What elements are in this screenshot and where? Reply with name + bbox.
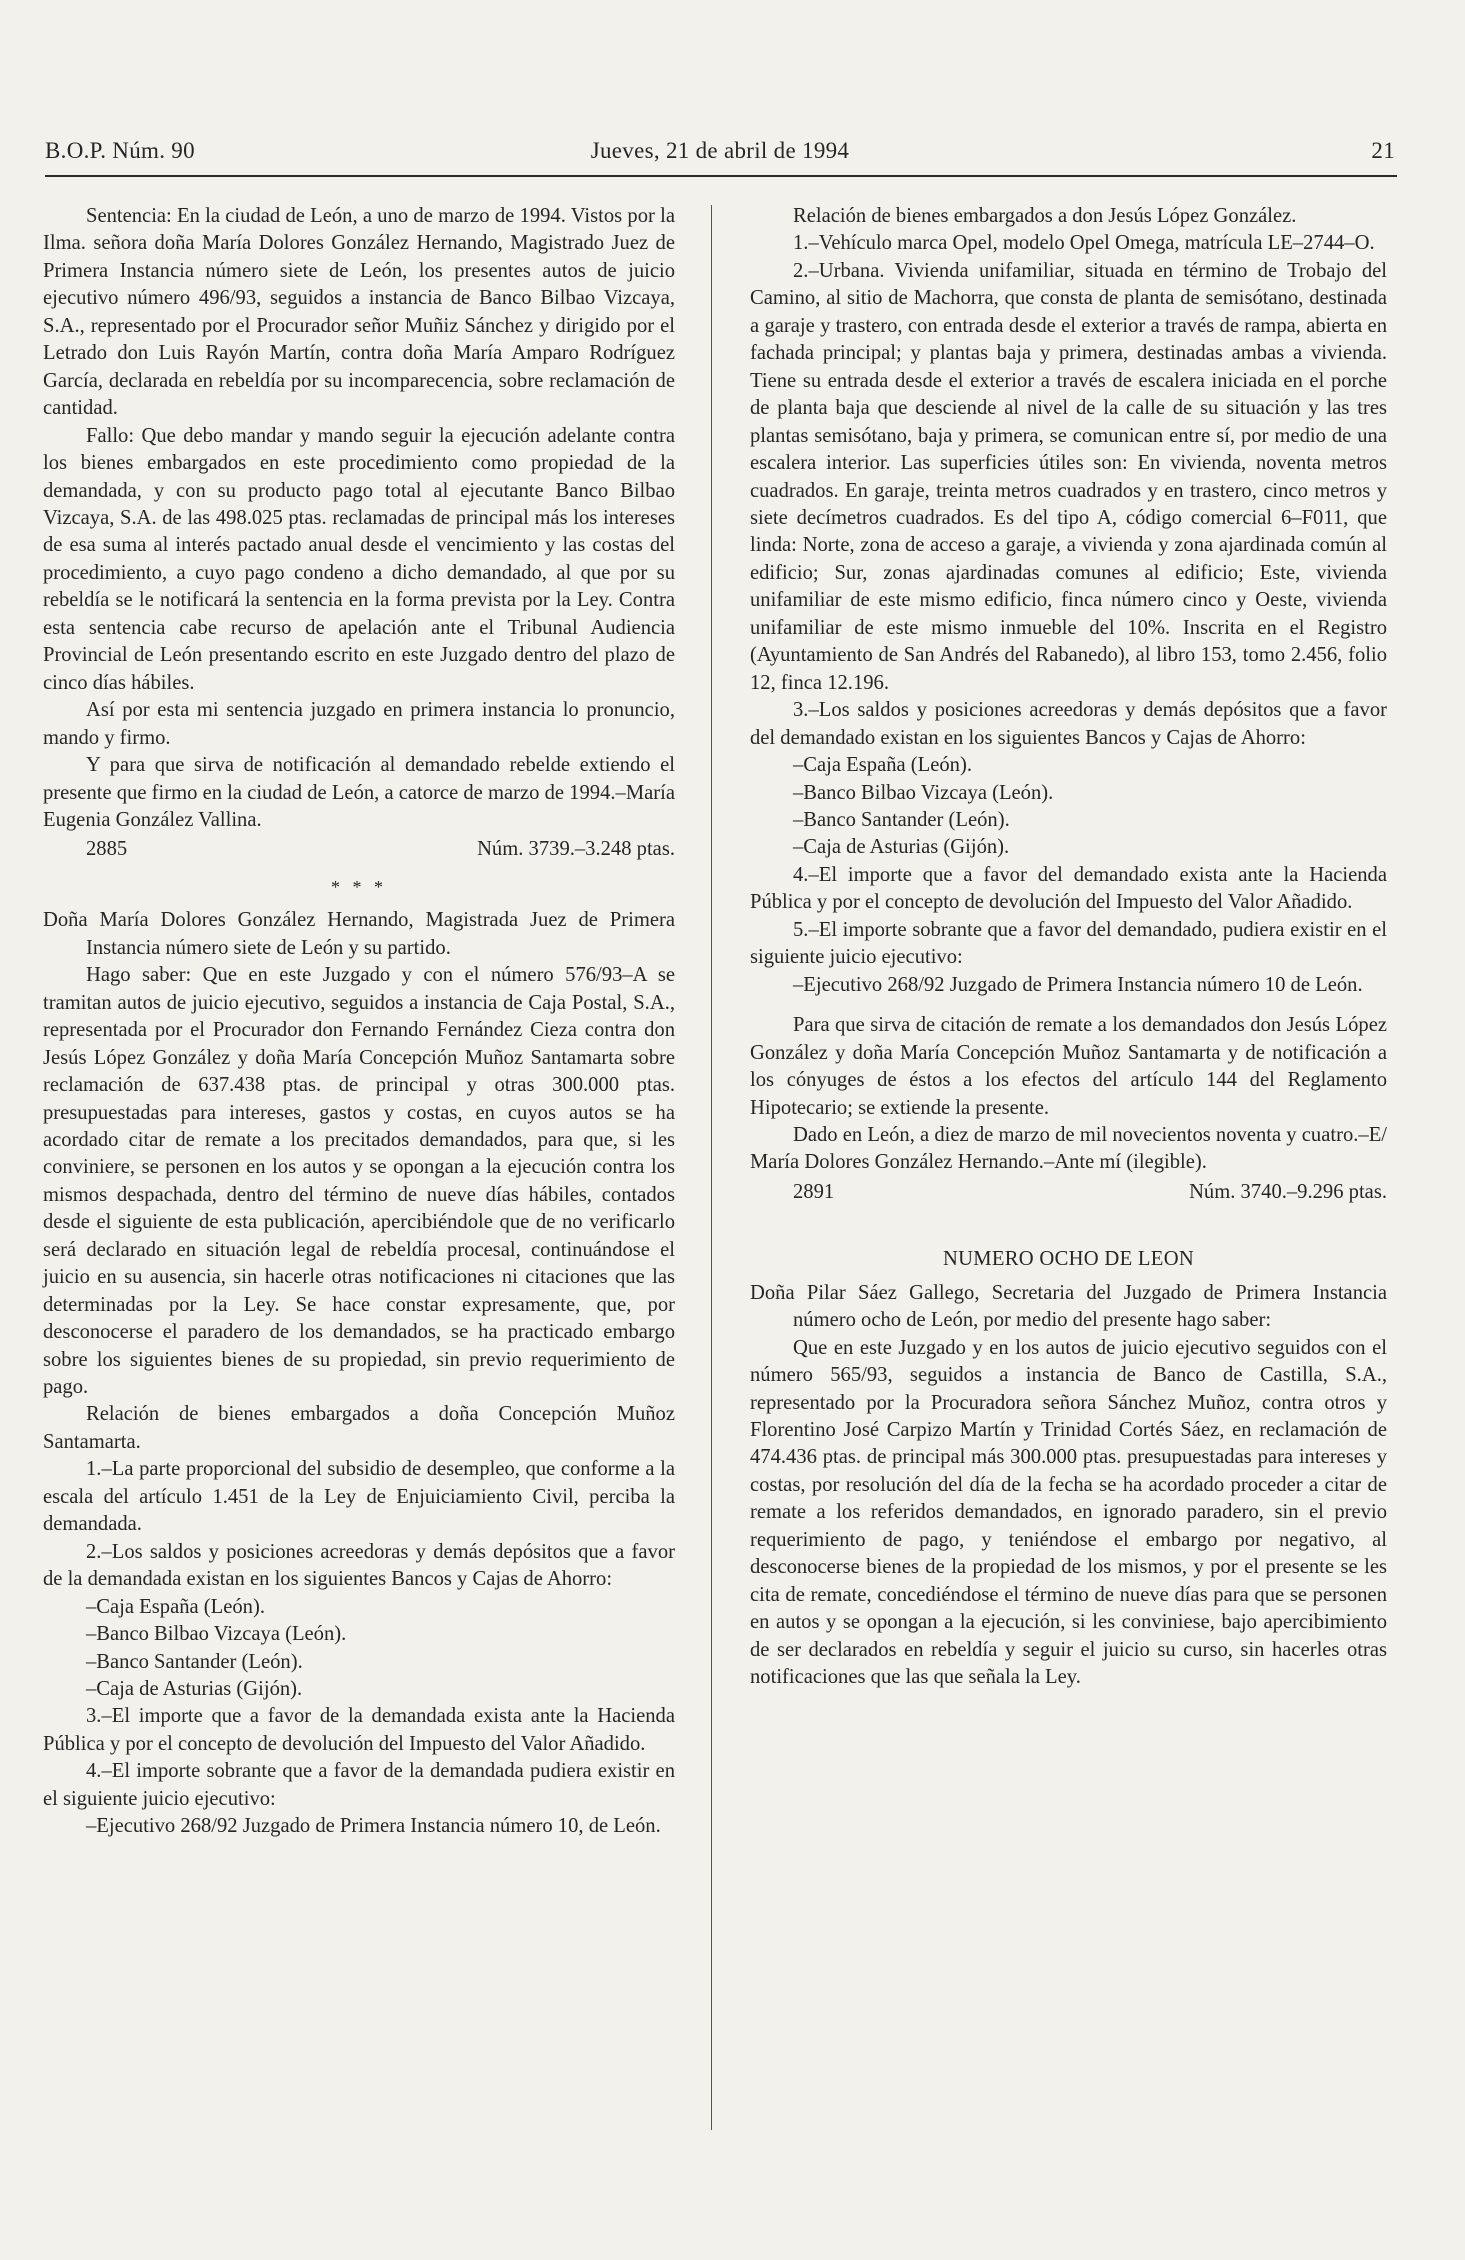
- ad-fee: Núm. 3739.–3.248 ptas.: [477, 838, 675, 861]
- page-number: 21: [1371, 138, 1395, 163]
- ad-number: 2891: [793, 1180, 835, 1203]
- paragraph: 3.–Los saldos y posiciones acreedoras y demás depósitos que a favor del demandado existan en los siguientes Bancos y Cajas de Ahorro:: [750, 699, 1387, 749]
- paragraph: 4.–El importe sobrante que a favor de la demandada pudiera existir en el siguiente juicio ejecutivo:: [43, 1760, 675, 1810]
- paragraph: Relación de bienes embargados a doña Concepción Muñoz Santamarta.: [43, 1403, 675, 1453]
- paragraph: Fallo: Que debo mandar y mando seguir la ejecución adelante contra los bienes embargados en este procedimiento como propiedad de la demandada, y con su producto pago total al ejecutante Banco Bilbao Vizcaya, S.A. de las 498.025 ptas. reclamadas de principal más los intereses de esa suma al interés pactado anual desde el vencimiento y las costas del procedimiento, a cuyo pago condeno a dicho demandado, al que por su rebeldía se le notificará la sentencia en la forma prevista por la Ley. Contra esta sentencia cabe recurso de apelación ante el Tribunal Audiencia Provincial de León presentando escrito en este Juzgado dentro del plazo de cinco días hábiles.: [43, 424, 675, 694]
- fee-line: [43, 836, 675, 863]
- right-column: [750, 203, 1387, 1692]
- header-rule: [45, 175, 1397, 177]
- list-item: –Banco Bilbao Vizcaya (León).: [86, 1623, 347, 1646]
- paragraph: 3.–El importe que a favor de la demandada exista ante la Hacienda Pública y por el concepto de devolución del Impuesto del Valor Añadido.: [43, 1705, 675, 1755]
- paragraph: Y para que sirva de notificación al demandado rebelde extiendo el presente que firmo en la ciudad de León, a catorce de marzo de 1994.–María Eugenia González Vallina.: [43, 754, 675, 831]
- paragraph: 1.–Vehículo marca Opel, modelo Opel Omega, matrícula LE–2744–O.: [793, 232, 1375, 255]
- paragraph: 5.–El importe sobrante que a favor del demandado, pudiera existir en el siguiente juicio ejecutivo:: [750, 918, 1387, 969]
- paragraph: 2.–Urbana. Vivienda unifamiliar, situada en término de Trobajo del Camino, al sitio de Machorra, que consta de planta de semisótano, destinada a garaje y trastero, con entrada desde el exterior a través de rampa, abierta en fachada principal; y plantas baja y primera, destinadas ambas a vivienda. Tiene su entrada desde el exterior a través de escalera iniciada en el porche de planta baja que desciende al nivel de la calle de su situación y las tres plantas semisótano, baja y primera, se comunican entre sí, por medio de una escalera interior. Las superficies útiles son: En vivienda, noventa metros cuadrados. En garaje, treinta metros cuadrados y en trastero, cinco metros y siete decímetros cuadrados. Es del tipo A, código comercial 6–F011, que linda: Norte, zona de acceso a garaje, a vivienda y zona ajardinada común al edificio; Sur, zonas ajardinadas comunes al edificio; Este, vivienda unifamiliar de este mismo edificio, finca número cinco y Oeste, vivienda unifamiliar de este mismo inmueble del 10%. Inscrita en el Registro (Ayuntamiento de San Andrés del Rabanedo), al libro 153, tomo 2.456, folio 12, finca 12.196.: [750, 259, 1387, 694]
- column-divider: [711, 205, 712, 2130]
- fee-line: [750, 1179, 1387, 1206]
- list-item: –Caja España (León).: [793, 754, 972, 777]
- paragraph: Dado en León, a diez de marzo de mil novecientos noventa y cuatro.–E/ María Dolores González Hernando.–Ante mí (ilegible).: [750, 1123, 1387, 1174]
- paragraph: Hago saber: Que en este Juzgado y con el número 576/93–A se tramitan autos de juicio ejecutivo, seguidos a instancia de Caja Postal, S.A., representada por el Procurador don Fernando Fernández Cieza contra don Jesús López González y doña María Concepción Muñoz Santamarta sobre reclamación de 637.438 ptas. de principal y otras 300.000 ptas. presupuestadas para intereses, gastos y costas, en cuyos autos se ha acordado citar de remate a los precitados demandados, para que, si les conviniere, se personen en los autos y se opongan a la ejecución contra los mismos despachada, dentro del término de nueve días hábiles, contados desde el siguiente de esta publicación, apercibiéndole que de no verificarlo será declarado en situación legal de rebeldía procesal, continuándose el juicio en su ausencia, sin hacerle otras notificaciones ni citaciones que las determinadas por la Ley. Se hace constar expresamente, que, por desconocerse el paradero de los demandados, se ha practicado embargo sobre los siguientes bienes de su propiedad, sin previo requerimiento de pago.: [43, 964, 675, 1399]
- ad-number: 2885: [86, 838, 128, 861]
- paragraph: 2.–Los saldos y posiciones acreedoras y demás depósitos que a favor de la demandada existan en los siguientes Bancos y Cajas de Ahorro:: [43, 1540, 675, 1591]
- edict-heading: Doña María Dolores González Hernando, Magistrada Juez de Primera Instancia número siete de León y su partido.: [43, 909, 675, 959]
- paragraph: 4.–El importe que a favor del demandado exista ante la Hacienda Pública y por el concepto de devolución del Impuesto del Valor Añadido.: [750, 863, 1387, 914]
- paragraph: Que en este Juzgado y en los autos de juicio ejecutivo seguidos con el número 565/93, seguidos a instancia de Banco de Castilla, S.A., representado por la Procuradora señora Sánchez Muñoz, contra otros y Florentino José Carpizo Martín y Trinidad Cortés Sáez, en reclamación de 474.436 ptas. de principal más 300.000 ptas. presupuestadas para intereses y costas, por resolución del día de la fecha se ha acordado proceder a citar de remate a los referidos demandados, en ignorado paradero, sin el previo requerimiento de pago, y teniéndose el embargo por negativo, al desconocerse bienes de la propiedad de los mismos, y por el presente se les cita de remate, concediéndose el término de nueve días para que se personen en autos y se opongan a la ejecución, si les conviniese, bajo apercibimiento de ser declarados en rebeldía y seguir el juicio su curso, sin hacerles otras notificaciones que las que señala la Ley.: [750, 1336, 1387, 1689]
- paragraph: Relación de bienes embargados a don Jesús López González.: [793, 205, 1297, 227]
- list-item: –Caja España (León).: [86, 1595, 265, 1618]
- edict-heading: Doña Pilar Sáez Gallego, Secretaria del Juzgado de Primera Instancia número ocho de León, por medio del presente hago saber:: [750, 1281, 1387, 1332]
- separator: * * *: [331, 876, 387, 897]
- ad-fee: Núm. 3740.–9.296 ptas.: [1189, 1180, 1387, 1203]
- paragraph: 1.–La parte proporcional del subsidio de desempleo, que conforme a la escala del artículo 1.451 de la Ley de Enjuiciamiento Civil, perciba la demandada.: [43, 1458, 675, 1536]
- list-item: –Banco Santander (León).: [793, 808, 1010, 831]
- list-item: –Caja de Asturias (Gijón).: [86, 1678, 303, 1701]
- page-header: [45, 138, 1395, 178]
- list-item: –Banco Santander (León).: [86, 1650, 303, 1673]
- issue-date: Jueves, 21 de abril de 1994: [590, 138, 850, 163]
- paragraph: –Ejecutivo 268/92 Juzgado de Primera Instancia número 10, de León.: [86, 1815, 661, 1838]
- bulletin-issue: B.O.P. Núm. 90: [45, 138, 195, 163]
- paragraph: Para que sirva de citación de remate a los demandados don Jesús López González y doña María Concepción Muñoz Santamarta y de notificación a los cónyuges de éstos a los efectos del artículo 144 del Reglamento Hipotecario; se extiende la presente.: [750, 1014, 1387, 1119]
- list-item: –Banco Bilbao Vizcaya (León).: [793, 781, 1054, 804]
- list-item: –Caja de Asturias (Gijón).: [793, 836, 1010, 859]
- paragraph: Así por esta mi sentencia juzgado en primera instancia lo pronuncio, mando y firmo.: [43, 699, 675, 749]
- paragraph: Sentencia: En la ciudad de León, a uno de marzo de 1994. Vistos por la Ilma. señora doña María Dolores González Hernando, Magistrado Juez de Primera Instancia número siete de León, los presentes autos de juicio ejecutivo número 496/93, seguidos a instancia de Banco Bilbao Vizcaya, S.A., representado por el Procurador señor Muñiz Sánchez y dirigido por el Letrado don Luis Rayón Martín, contra doña María Amparo Rodríguez García, declarada en rebeldía por su incomparecencia, sobre reclamación de cantidad.: [43, 205, 675, 420]
- left-column: [43, 203, 675, 1841]
- section-title: NUMERO OCHO DE LEON: [942, 1248, 1195, 1271]
- paragraph: –Ejecutivo 268/92 Juzgado de Primera Instancia número 10 de León.: [793, 973, 1363, 996]
